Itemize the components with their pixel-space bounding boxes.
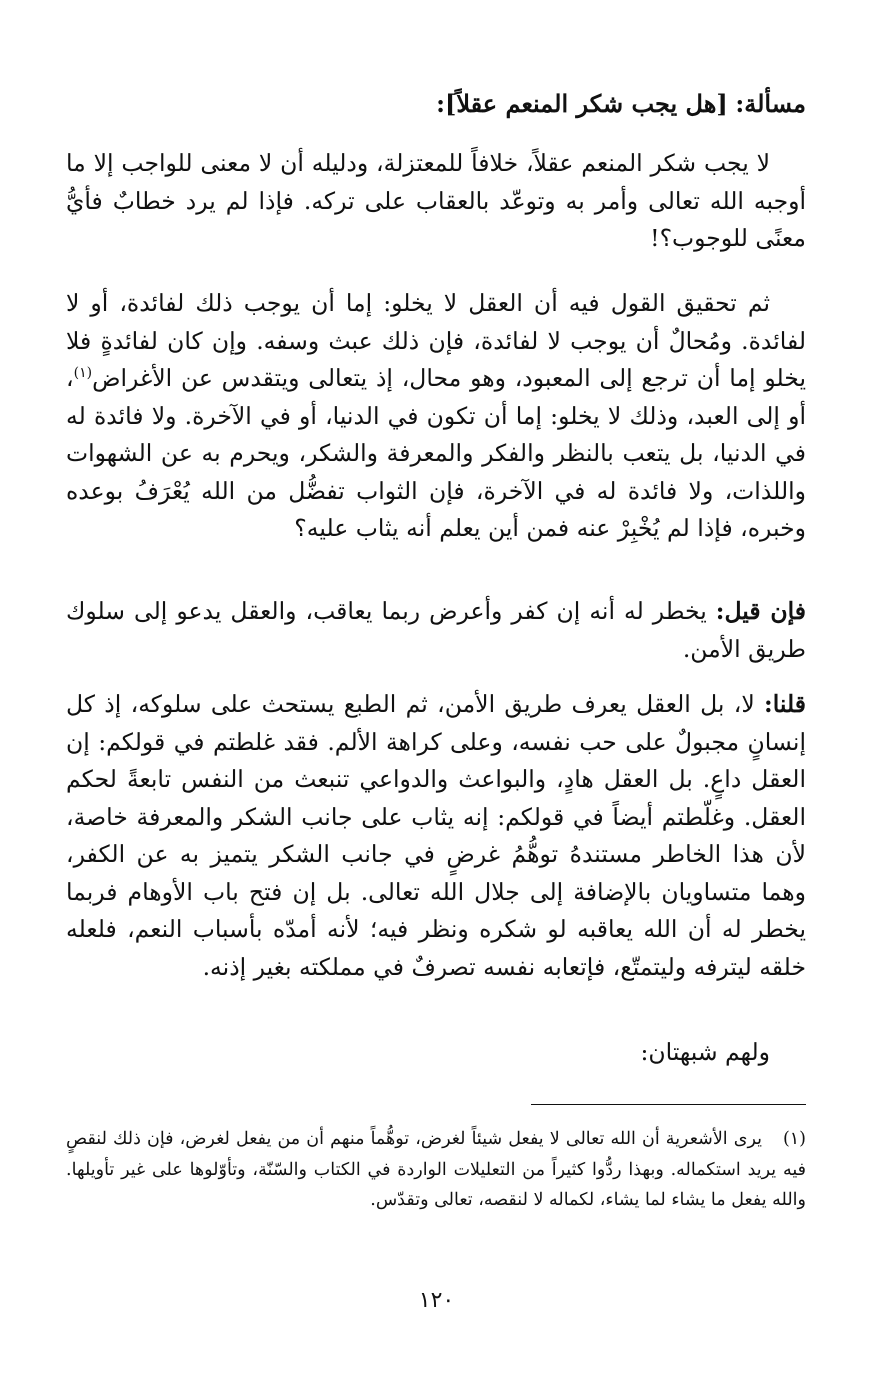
paragraph-2 (66, 285, 806, 548)
paragraph-3-text: يخطر له أنه إن كفر وأعرض ربما يعاقب، والعقل يدعو إلى سلوك طريق الأمن. (66, 597, 806, 663)
footnote-divider (531, 1104, 806, 1105)
paragraph-1 (66, 145, 806, 258)
paragraph-1-text: لا يجب شكر المنعم عقلاً، خلافاً للمعتزلة، ودليله أن لا معنى للواجب إلا ما أوجبه الله تعالى وأمر به وتوعّد بالعقاب على تركه. فإذا لم يرد خطابٌ فأيُّ معنًى للوجوب؟! (66, 149, 806, 252)
paragraph-5 (66, 1034, 806, 1072)
reply-lead: قلنا: (764, 690, 806, 718)
paragraph-4 (66, 686, 806, 986)
footnote-number: (١) (782, 1129, 806, 1149)
footnote-text: يرى الأشعرية أن الله تعالى لا يفعل شيئاً لغرض، توهُّماً منهم أن من يفعل لغرض، فإن ذلك لنقصٍ فيه يريد استكماله. وبهذا ردُّوا كثيراً من التعليلات الواردة في الكتاب والسّنّة، وتأوّلوها على غير تأويلها. والله يفعل ما يشاء لما يشاء، لكماله لا لنقصه، تعالى وتقدّس. (66, 1129, 806, 1210)
heading-label: مسألة: (735, 89, 806, 118)
paragraph-5-text: ولهم شبهتان: (640, 1038, 770, 1066)
footnote-reference: (١) (73, 365, 93, 382)
page-number: ١٢٠ (418, 1288, 455, 1313)
paragraph-2-text-a: ثم تحقيق القول فيه أن العقل لا يخلو: إما أن يوجب ذلك لفائدة، أو لا لفائدة. ومُحالٌ أن يوجب لا لفائدة، فإن ذلك عبث وسفه. وإن كان لفائدةٍ فلا يخلو إما أن ترجع إلى المعبود، وهو محال، إذ يتعالى ويتقدس عن الأغراض (66, 289, 806, 392)
footnote (66, 1124, 806, 1216)
paragraph-4-text: لا، بل العقل يعرف طريق الأمن، ثم الطبع يستحث على سلوكه، إذ كل إنسانٍ مجبولٌ على حب نفسه، وعلى كراهة الألم. فقد غلطتم في قولكم: إن العقل داعٍ. بل العقل هادٍ، والبواعث والدواعي تنبعث من النفس تابعةً لحكم العقل. وغلّطتم أيضاً في قولكم: إنه يثاب على جانب الشكر والمعرفة خاصة، لأن هذا الخاطر مستندهُ توهُّمُ غرضٍ في جانب الشكر يتميز به عن الكفر، وهما متساويان بالإضافة إلى جلال الله تعالى. بل إن فتح باب الأوهام فربما يخطر له أن الله يعاقبه لو شكره ونظر فيه؛ لأنه أمدّه بأسباب النعم، فلعله خلقه ليترفه وليتمتّع، فإتعابه نفسه تصرفٌ في مملكته بغير إذنه. (66, 690, 806, 981)
section-heading (66, 84, 806, 124)
paragraph-3 (66, 593, 806, 668)
paragraph-2-text-b: ، أو إلى العبد، وذلك لا يخلو: إما أن تكون في الدنيا، أو في الآخرة. ولا فائدة له في الدنيا، بل يتعب بالنظر والفكر والمعرفة والشكر، ويحرم به عن الشهوات واللذات، ولا فائدة له في الآخرة، فإن الثواب تفضُّل من الله يُعْرَفُ بوعده وخبره، فإذا لم يُخْبِرْ عنه فمن أين يعلم أنه يثاب عليه؟ (66, 364, 806, 542)
objection-lead: فإن قيل: (715, 597, 806, 625)
heading-title: [هل يجب شكر المنعم عقلاً]: (436, 89, 728, 118)
